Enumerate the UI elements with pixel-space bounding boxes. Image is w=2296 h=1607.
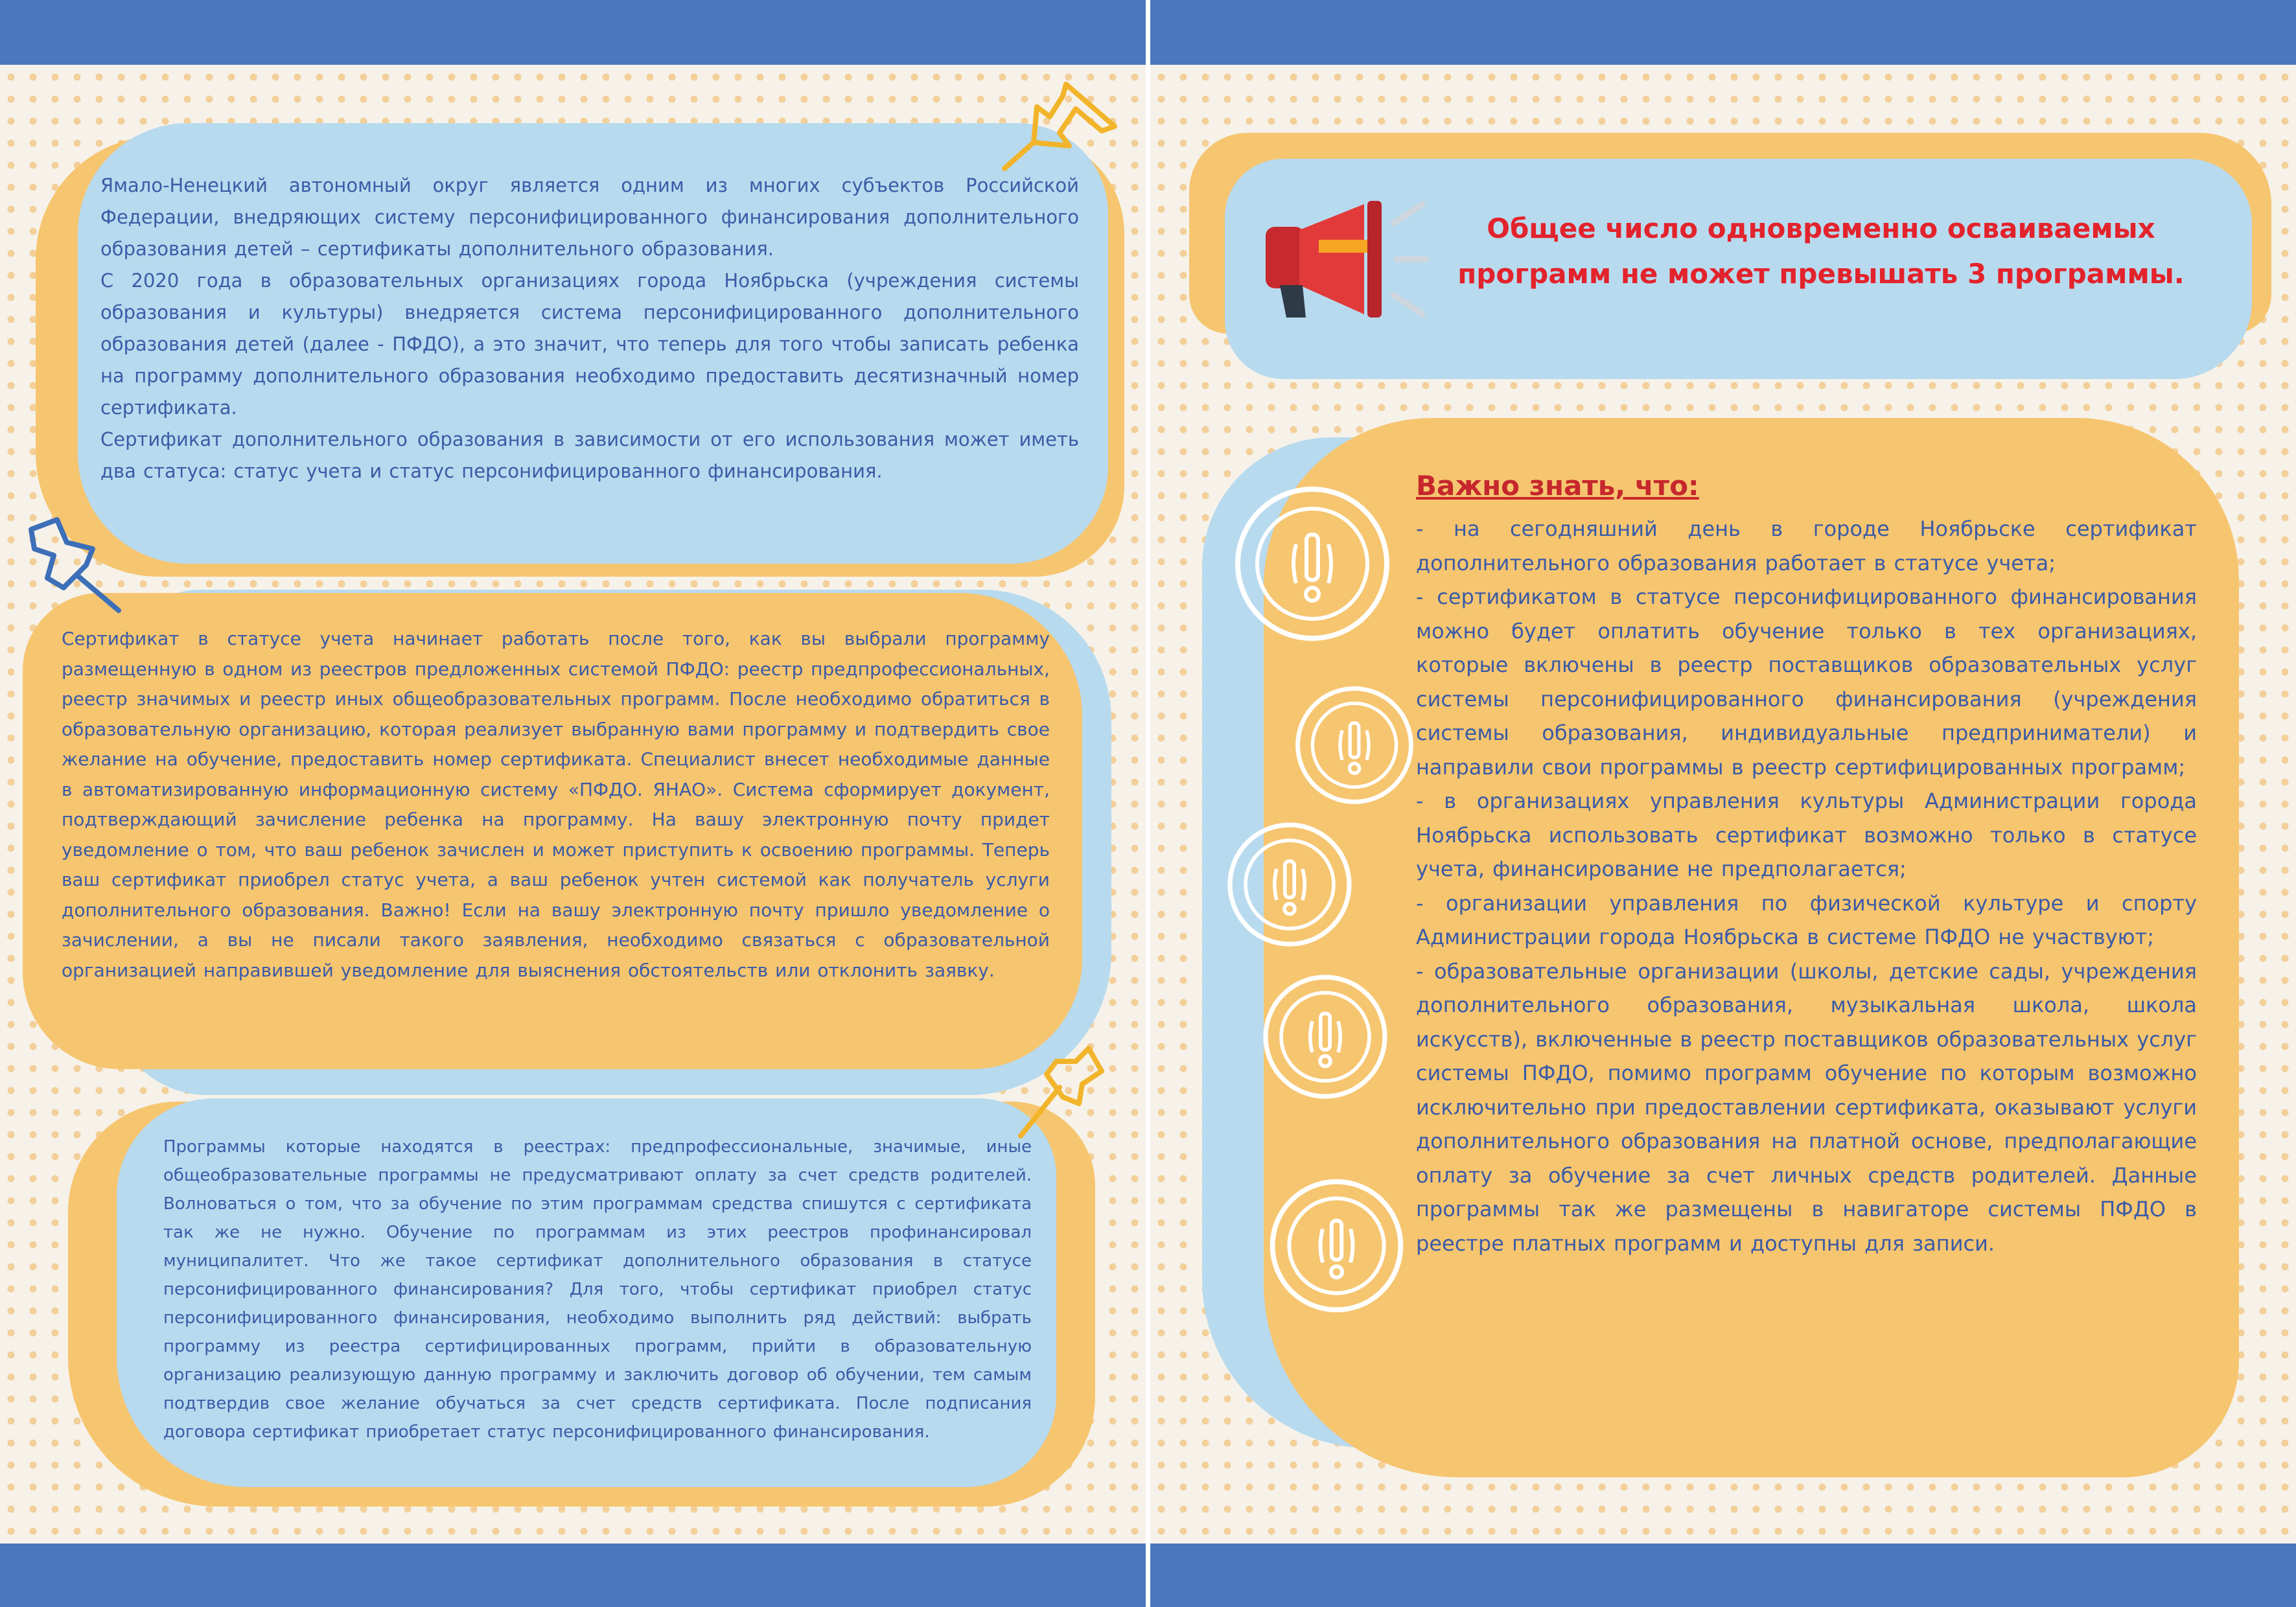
important-heading: Важно знать, что: xyxy=(1416,470,1699,502)
program-limit-notice: Общее число одновременно осваиваемых программ не может превышать 3 программы. xyxy=(1457,213,2185,290)
accounting-status-text: Сертификат в статусе учета начинает работать после того, как вы выбрали программу размещенную в одном из реестров предложенных системой ПФДО: реестр предпрофессиональных, реестр значимых и реестр иных общеобразовательных программ. После необходимо обратиться в образовательную организацию, которая реализует выбранную вами программу и подтвердить свое желание на обучение, предоставить номер сертификата. Специалист внесет необходимые данные в автоматизированную информационную систему «ПФДО. ЯНАО». Система сформирует документ, подтверждающий зачисление ребенка на программу. На вашу электронную почту придет уведомление о том, что ваш ребенок зачислен и может приступить к освоению программы. Теперь ваш сертификат приобрел статус учета, а ваш ребенок учтен системой как получатель услуги дополнительного образования. Важно! Если на вашу электронную почту пришло уведомление о зачислении, а вы не писали такого заявления, необходимо связаться с образовательной организацией направившей уведомление для выяснения обстоятельств или отклонить заявку. xyxy=(62,628,1050,981)
bottom-band xyxy=(1150,1543,2296,1607)
financing-status-text: Программы которые находятся в реестрах: предпрофессиональные, значимые, иные общеобразовательные программы не предусматривают оплату за счет средств родителей. Волноваться о том, что за обучение по этим программам средства спишутся с сертификата так же не нужно. Обучение по программам из этих реестров профинансировал муниципалитет. Что же такое сертификат дополнительного образования в статусе персонифицированного финансирования? Для того, чтобы сертификат приобрел статус персонифицированного финансирования, необходимо выполнить ряд действий: выбрать программу из реестра сертифицированных программ, прийти в образовательную организацию реализующую данную программу и заключить договор об обучении, тем самым подтвердив свое желание обучаться за счет средств сертификата. После подписания договора сертификат приобретает статус персонифицированного финансирования. xyxy=(163,1137,1032,1442)
top-band xyxy=(0,0,1146,65)
top-band xyxy=(1150,0,2296,65)
exclamation-circle-icon xyxy=(1225,820,1354,949)
page-gutter xyxy=(1146,0,1150,1607)
important-facts-text: - на сегодняшний день в городе Ноябрьске сертификат дополнительного образования работает в статусе учета; - сертификатом в статусе персонифицированного финансирования можно будет оплатить обучение только в тех организациях, которые включены в реестр поставщиков образовательных услуг системы персонифицированного финансирования (учреждения системы образования, индивидуальные предприниматели) и направили свои программы в реестр сертифицированных программ; - в организациях управления культуры Администрации города Ноябрьска использовать сертификат возможно только в статусе учета, финансирование не предполагается; - организации управления по физической культуре и спорту Администрации города Ноябрьска в системе ПФДО не участвуют; - образовательные организации (школы, детские сады, учреждения дополнительного образования, музыкальная школа, школа искусств), включенные в реестр поставщиков образовательных услуг системы ПФДО, помимо программ обучение по которым возможно исключительно при предоставлении сертификата, оказывают услуги дополнительного образования на платной основе, предполагающие оплату за обучение за счет личных средств родителей. Данные программы так же размещены в навигаторе системы ПФДО в реестре платных программ и доступны для записи. xyxy=(1416,516,2197,1256)
ppfdo-intro-text: Ямало-Ненецкий автономный округ является одним из многих субъектов Российской Федерации, внедряющих систему персонифицированного финансирования дополнительного образования детей – сертификаты дополнительного образования. С 2020 года в образовательных организациях города Ноябрьска (учреждения системы образования и культуры) внедряется система персонифицированного дополнительного образования детей (далее - ПФДО), а это значит, что теперь для того чтобы записать ребенка на программу дополнительного образования необходимо предоставить десятизначный номер сертификата. Сертификат дополнительного образования в зависимости от его использования может иметь два статуса: статус учета и статус персонифицированного финансирования. xyxy=(100,174,1079,482)
left-page xyxy=(0,0,1146,1607)
exclamation-circle-icon xyxy=(1293,684,1416,807)
pushpin-icon xyxy=(995,71,1124,181)
exclamation-circle-icon xyxy=(1267,1176,1406,1315)
pushpin-icon xyxy=(1011,1035,1108,1146)
megaphone-icon xyxy=(1254,194,1429,324)
bottom-band xyxy=(0,1543,1146,1607)
exclamation-circle-icon xyxy=(1260,972,1390,1102)
pushpin-icon xyxy=(18,513,128,623)
exclamation-circle-icon xyxy=(1231,483,1393,645)
